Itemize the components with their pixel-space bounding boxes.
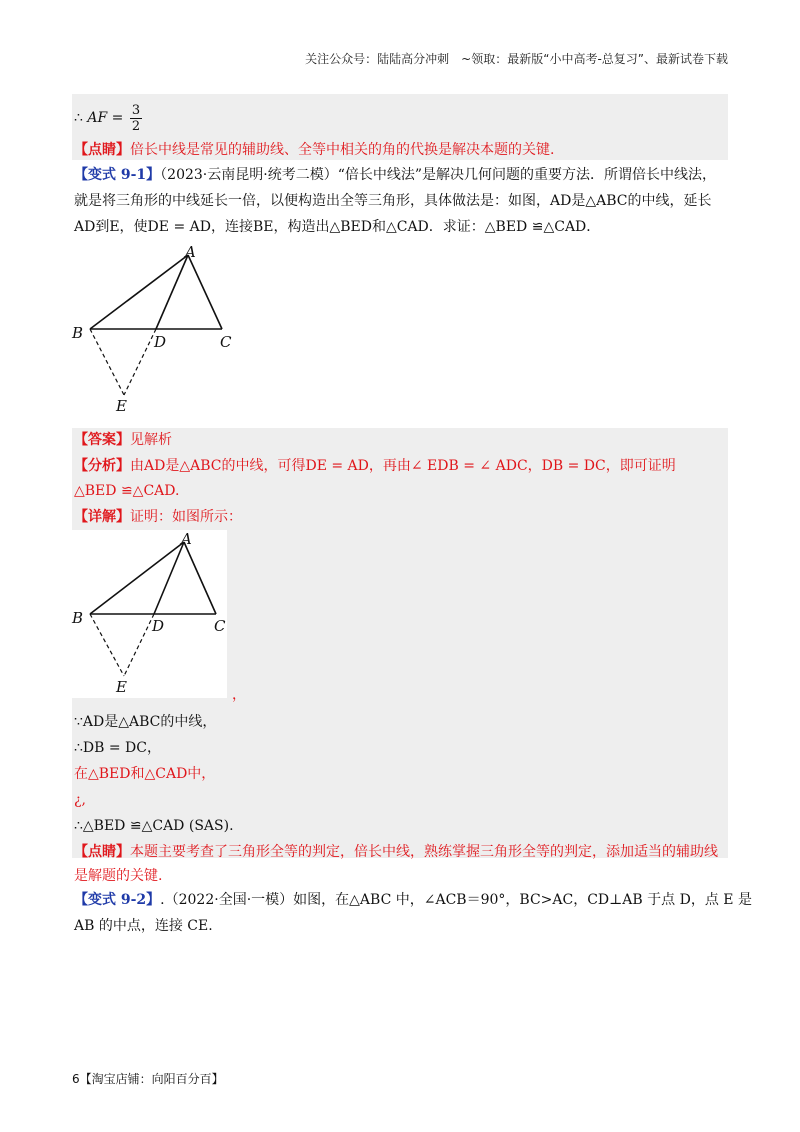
fraction-denominator: 2 [131,118,141,134]
dashed-be [90,614,124,676]
page-header: 关注公众号：陆陆高分冲刺 ~领取：最新版“小中高考-总复习”、最新试卷下载 [305,52,728,66]
detail-line [74,507,242,527]
proof-step-2: ∴DB = DC， [74,740,161,756]
analysis-line1 [74,456,676,476]
analysis-line2: △BED ≌△CAD. [74,483,180,499]
variant1-line2: 就是将三角形的中线延长一倍，以便构造出全等三角形，具体做法是：如图，AD是△ABC的中线，延长 [74,193,712,209]
label-d: D [154,333,167,351]
detail-intro: 证明：如图所示： [130,509,242,525]
label-e: E [116,397,127,415]
variant1-text1: （2023·云南昆明·统考二模）“倍长中线法”是解决几何问题的重要方法．所谓倍长中线法， [160,167,717,183]
proof-step-1-text: ∵AD是△ABC的中线， [74,714,217,730]
tip1-line [74,140,554,160]
variant1-line3: AD到E，使DE = AD，连接BE，构造出△BED和△CAD．求证：△BED ≌△CAD． [74,219,601,235]
equals-sign: = [107,110,124,126]
variant2-line1 [74,890,752,910]
answer-tag: 【答案】 [74,432,130,448]
variant2-tag: 【变式 9-2】 [74,892,161,908]
tip2-tag: 【点睛】 [74,844,130,860]
label-b: B [72,609,84,627]
label-a: A [185,243,196,261]
variant1-line1 [74,165,716,185]
fraction-numerator: 3 [131,102,141,118]
answer-text: 见解析 [130,432,172,448]
dashed-de [124,614,154,676]
dashed-be [90,329,124,395]
side-ab [90,255,188,329]
tip1-text: 倍长中线是常见的辅助线、全等中相关的角的代换是解决本题的关键. [130,142,555,158]
figure-2-comma: ， [232,687,246,703]
fraction [130,103,142,134]
side-ac [188,255,222,329]
label-c: C [220,333,232,351]
proof-step-4: ¿, [74,792,86,808]
label-a: A [181,530,192,548]
analysis-tag: 【分析】 [74,458,130,474]
tip1-tag: 【点睛】 [74,142,130,158]
side-ac [184,542,216,614]
page-footer: 6【淘宝店铺：向阳百分百】 [72,1072,224,1086]
analysis-text1: 由AD是△ABC的中线，可得DE = AD，再由∠ EDB = ∠ ADC，DB = DC，即可证明 [130,458,676,474]
proof-step-3: 在△BED和△CAD中， [74,766,216,782]
conclusion-var: AF [87,110,108,126]
side-ab [90,542,184,614]
triangle-figure-2 [70,530,235,700]
tip2-text1: 本题主要考查了三角形全等的判定，倍长中线，熟练掌握三角形全等的判定，添加适当的辅助线 [130,844,718,860]
dashed-de [124,329,156,395]
variant2-text1: .（2022·全国·一模）如图，在△ABC 中，∠ACB＝90°，BC>AC，CD⊥AB 于点 D，点 E 是 [160,892,752,908]
triangle-figure-1 [70,243,250,418]
therefore-symbol: ∴ [74,110,83,126]
proof-step-5: ∴△BED ≌△CAD (SAS). [74,818,234,834]
label-d: D [152,617,165,635]
tip2-line1 [74,842,718,862]
prev-conclusion [74,100,142,136]
label-b: B [72,324,84,342]
label-e: E [116,678,127,696]
tip2-line2: 是解题的关键. [74,868,163,884]
variant2-line2: AB 的中点，连接 CE. [74,918,213,934]
label-c: C [214,617,226,635]
answer-line [74,430,172,450]
proof-step-1 [74,712,216,732]
variant1-tag: 【变式 9-1】 [74,167,161,183]
detail-tag: 【详解】 [74,509,130,525]
